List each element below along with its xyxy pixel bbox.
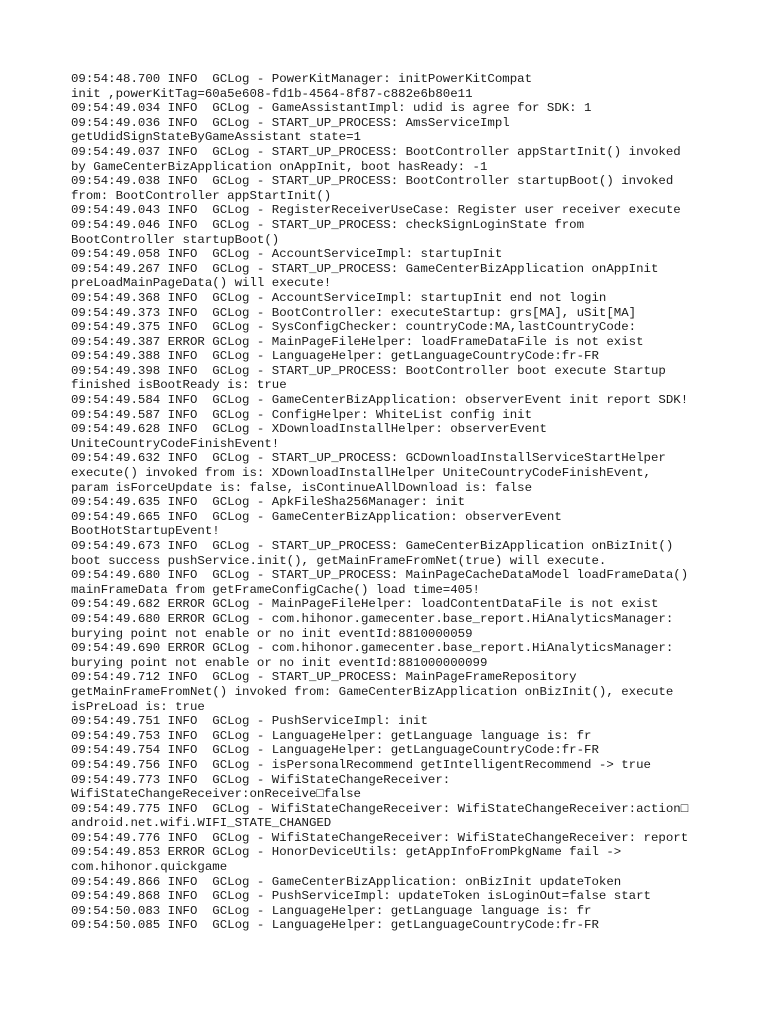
log-line: 09:54:49.682 ERROR GCLog - MainPageFileHelper: loadContentDataFile is not exist — [71, 597, 659, 612]
log-line: burying point not enable or no init eventId:8810000059 — [71, 626, 473, 641]
log-line: com.hihonor.quickgame — [71, 860, 228, 875]
log-line: 09:54:49.756 INFO GCLog - isPersonalRecommend getIntelligentRecommend -> true — [71, 757, 651, 772]
log-line: getUdidSignStateByGameAssistant state=1 — [71, 130, 361, 145]
log-line: 09:54:49.868 INFO GCLog - PushServiceImpl: updateToken isLoginOut=false start — [71, 889, 651, 904]
log-line: 09:54:49.776 INFO GCLog - WifiStateChangeReceiver: WifiStateChangeReceiver: report — [71, 830, 689, 845]
log-line: finished isBootReady is: true — [71, 378, 287, 393]
log-line: 09:54:49.853 ERROR GCLog - HonorDeviceUtils: getAppInfoFromPkgName fail -> — [71, 845, 622, 860]
log-line: 09:54:49.754 INFO GCLog - LanguageHelper: getLanguageCountryCode:fr-FR — [71, 743, 599, 758]
log-line: 09:54:49.267 INFO GCLog - START_UP_PROCESS: GameCenterBizApplication onAppInit — [71, 261, 659, 276]
log-line: execute() invoked from is: XDownloadInstallHelper UniteCountryCodeFinishEvent, — [71, 466, 651, 481]
log-line: 09:54:49.037 INFO GCLog - START_UP_PROCESS: BootController appStartInit() invoked — [71, 144, 681, 159]
log-line: 09:54:49.680 ERROR GCLog - com.hihonor.gamecenter.base_report.HiAnalyticsManager: — [71, 611, 674, 626]
log-document — [71, 72, 761, 933]
log-line: 09:54:49.665 INFO GCLog - GameCenterBizApplication: observerEvent — [71, 509, 562, 524]
log-line: 09:54:49.387 ERROR GCLog - MainPageFileHelper: loadFrameDataFile is not exist — [71, 334, 644, 349]
log-line: 09:54:49.587 INFO GCLog - ConfigHelper: WhiteList config init — [71, 407, 533, 422]
log-line: 09:54:49.866 INFO GCLog - GameCenterBizApplication: onBizInit updateToken — [71, 874, 622, 889]
log-line: 09:54:49.673 INFO GCLog - START_UP_PROCESS: GameCenterBizApplication onBizInit() — [71, 539, 674, 553]
log-line: init ,powerKitTag=60a5e608-fd1b-4564-8f87-c882e6b80e11 — [71, 86, 473, 101]
log-line: 09:54:49.388 INFO GCLog - LanguageHelper: getLanguageCountryCode:fr-FR — [71, 349, 599, 364]
log-line: UniteCountryCodeFinishEvent! — [71, 436, 280, 451]
log-line: 09:54:49.375 INFO GCLog - SysConfigChecker: countryCode:MA,lastCountryCode: — [71, 320, 637, 335]
log-line: 09:54:49.043 INFO GCLog - RegisterReceiverUseCase: Register user receiver execute — [71, 203, 681, 218]
log-line: 09:54:49.775 INFO GCLog - WifiStateChangeReceiver: WifiStateChangeReceiver:action□ — [71, 801, 689, 816]
log-line: 09:54:49.632 INFO GCLog - START_UP_PROCESS: GCDownloadInstallServiceStartHelper — [71, 451, 666, 466]
log-line: 09:54:49.690 ERROR GCLog - com.hihonor.gamecenter.base_report.HiAnalyticsManager: — [71, 641, 674, 656]
log-line: mainFrameData from getFrameConfigCache() load time=405! — [71, 582, 480, 597]
log-line: burying point not enable or no init eventId:881000000099 — [71, 655, 488, 670]
log-line: BootHotStartupEvent! — [71, 524, 220, 539]
log-line: 09:54:49.680 INFO GCLog - START_UP_PROCESS: MainPageCacheDataModel loadFrameData() — [71, 568, 689, 583]
log-line: 09:54:49.635 INFO GCLog - ApkFileSha256Manager: init — [71, 495, 466, 510]
log-line: 09:54:49.373 INFO GCLog - BootController: executeStartup: grs[MA], uSit[MA] — [71, 305, 637, 320]
log-line: preLoadMainPageData() will execute! — [71, 276, 332, 291]
log-line: 09:54:49.058 INFO GCLog - AccountServiceImpl: startupInit — [71, 247, 503, 262]
log-line: 09:54:49.753 INFO GCLog - LanguageHelper: getLanguage language is: fr — [71, 728, 592, 743]
log-line: by GameCenterBizApplication onAppInit, boot hasReady: -1 — [71, 159, 488, 174]
log-line: WifiStateChangeReceiver:onReceive□false — [71, 787, 361, 802]
log-line: 09:54:49.773 INFO GCLog - WifiStateChangeReceiver: — [71, 772, 451, 787]
log-line: 09:54:49.398 INFO GCLog - START_UP_PROCESS: BootController boot execute Startup — [71, 363, 666, 378]
log-line: boot success pushService.init(), getMainFrameFromNet(true) will execute. — [71, 553, 607, 568]
log-line: 09:54:49.046 INFO GCLog - START_UP_PROCESS: checkSignLoginState from — [71, 217, 585, 232]
log-line: 09:54:50.083 INFO GCLog - LanguageHelper: getLanguage language is: fr — [71, 903, 592, 918]
log-line: isPreLoad is: true — [71, 699, 205, 714]
log-line: 09:54:49.034 INFO GCLog - GameAssistantImpl: udid is agree for SDK: 1 — [71, 101, 592, 116]
log-line: 09:54:49.584 INFO GCLog - GameCenterBizApplication: observerEvent init report SDK! — [71, 393, 689, 408]
log-line: 09:54:49.038 INFO GCLog - START_UP_PROCESS: BootController startupBoot() invoked — [71, 174, 674, 189]
log-line: 09:54:49.751 INFO GCLog - PushServiceImpl: init — [71, 714, 428, 729]
log-line: 09:54:50.085 INFO GCLog - LanguageHelper: getLanguageCountryCode:fr-FR — [71, 918, 599, 933]
log-line: BootController startupBoot() — [71, 232, 280, 247]
log-line: param isForceUpdate is: false, isContinueAllDownload is: false — [71, 480, 533, 495]
log-line: 09:54:49.368 INFO GCLog - AccountServiceImpl: startupInit end not login — [71, 290, 607, 305]
log-line: 09:54:48.700 INFO GCLog - PowerKitManager: initPowerKitCompat — [71, 72, 533, 86]
log-line: android.net.wifi.WIFI_STATE_CHANGED — [71, 816, 332, 831]
log-line: 09:54:49.036 INFO GCLog - START_UP_PROCESS: AmsServiceImpl — [71, 115, 510, 130]
log-line: getMainFrameFromNet() invoked from: GameCenterBizApplication onBizInit(), execute — [71, 684, 674, 699]
log-line: from: BootController appStartInit() — [71, 188, 332, 203]
log-line: 09:54:49.712 INFO GCLog - START_UP_PROCESS: MainPageFrameRepository — [71, 670, 577, 685]
log-line: 09:54:49.628 INFO GCLog - XDownloadInstallHelper: observerEvent — [71, 422, 547, 437]
